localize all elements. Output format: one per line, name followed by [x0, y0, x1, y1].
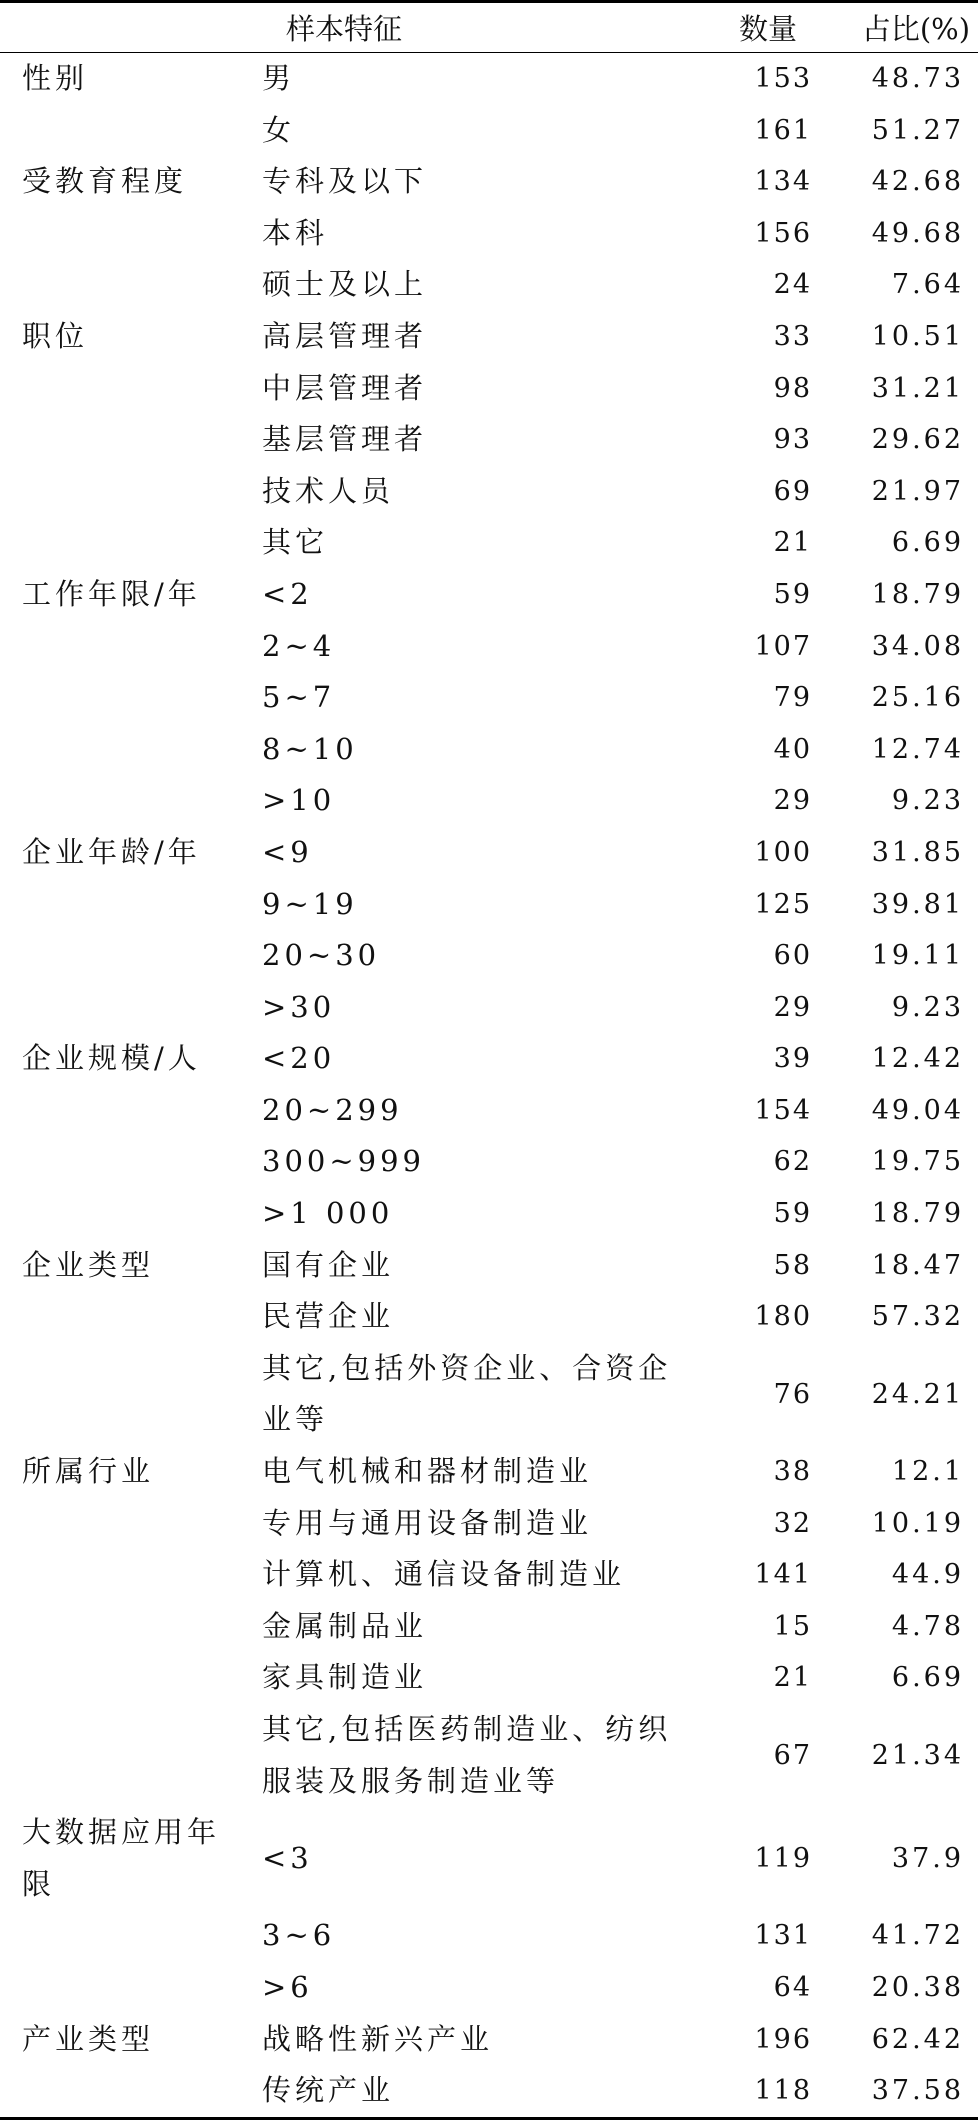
row-item-label: 女: [262, 112, 296, 147]
row-group-label: [0, 724, 248, 776]
row-count: 69: [773, 475, 813, 507]
row-percent: 49.04: [871, 1094, 965, 1126]
row-percent: 49.68: [871, 217, 965, 249]
row-count: 154: [754, 1094, 813, 1126]
row-item-label: 高层管理者: [262, 318, 428, 353]
row-item-label: 20~299: [262, 1092, 403, 1127]
row-group-label: [0, 2065, 248, 2118]
row-group-label: [0, 414, 248, 466]
row-count: 24: [773, 269, 813, 301]
header-feature: 样本特征: [0, 2, 688, 53]
table-row: [0, 2014, 978, 2066]
row-group-label: 职位: [22, 318, 89, 353]
header-row: [0, 2, 978, 53]
row-percent: 51.27: [871, 114, 965, 146]
row-percent: 24.21: [871, 1378, 965, 1410]
table-row: [0, 621, 978, 673]
row-count: 107: [754, 630, 813, 662]
row-count: 93: [773, 424, 813, 456]
row-count: 180: [754, 1301, 813, 1333]
table-row: [0, 775, 978, 827]
row-count: 15: [773, 1610, 813, 1642]
row-count: 134: [754, 166, 813, 198]
row-percent: 10.19: [871, 1507, 965, 1539]
table-row: [0, 1807, 978, 1910]
row-item-label: 本科: [262, 215, 329, 250]
table-row: [0, 1446, 978, 1498]
header-count: 数量: [688, 2, 848, 53]
row-group-label: [0, 105, 248, 157]
row-percent: 19.75: [871, 1146, 965, 1178]
row-percent: 31.21: [871, 372, 965, 404]
table-row: [0, 105, 978, 157]
row-count: 33: [773, 320, 813, 352]
table-row: [0, 672, 978, 724]
row-item-label: 300~999: [262, 1144, 426, 1179]
row-percent: 6.69: [891, 527, 965, 559]
table-row: [0, 53, 978, 105]
table-row: [0, 414, 978, 466]
row-group-label: 大数据应用年限: [22, 1815, 221, 1901]
row-item-label: >1 000: [262, 1196, 394, 1231]
row-count: 21: [773, 527, 813, 559]
row-item-label: 硕士及以上: [262, 267, 428, 302]
row-group-label: [0, 517, 248, 569]
row-group-label: [0, 1498, 248, 1550]
row-group-label: 企业类型: [22, 1247, 155, 1282]
row-count: 39: [773, 1043, 813, 1075]
table-row: [0, 2065, 978, 2118]
row-percent: 48.73: [871, 63, 965, 94]
row-count: 21: [773, 1662, 813, 1694]
row-group-label: 企业规模/人: [22, 1041, 201, 1076]
row-percent: 44.9: [891, 1559, 965, 1591]
row-count: 118: [754, 2075, 813, 2107]
row-percent: 39.81: [871, 888, 965, 920]
row-count: 131: [754, 1920, 813, 1952]
row-count: 38: [773, 1456, 813, 1488]
row-group-label: [0, 1601, 248, 1653]
row-count: 98: [773, 372, 813, 404]
table-row: [0, 724, 978, 776]
table-row: [0, 1498, 978, 1550]
row-item-label: 2~4: [262, 628, 336, 663]
row-percent: 10.51: [871, 320, 965, 352]
row-item-label: 其它,包括医药制造业、纺织服装及服务制造业等: [262, 1712, 672, 1798]
row-percent: 34.08: [871, 630, 965, 662]
table-row: [0, 1188, 978, 1240]
row-count: 58: [773, 1249, 813, 1281]
row-group-label: [0, 672, 248, 724]
row-item-label: 其它: [262, 525, 329, 560]
table-row: [0, 1962, 978, 2014]
row-percent: 9.23: [891, 991, 965, 1023]
row-count: 76: [773, 1378, 813, 1410]
table-row: [0, 1704, 978, 1807]
row-item-label: 金属制品业: [262, 1608, 428, 1643]
row-percent: 62.42: [871, 2023, 965, 2055]
row-group-label: [0, 1291, 248, 1343]
header-percent: 占比(%): [848, 2, 978, 53]
row-group-label: [0, 1549, 248, 1601]
row-count: 79: [773, 682, 813, 714]
row-group-label: [0, 208, 248, 260]
row-count: 59: [773, 1198, 813, 1230]
row-item-label: 专科及以下: [262, 164, 428, 199]
table-row: [0, 1343, 978, 1446]
row-item-label: 5~7: [262, 680, 336, 715]
row-item-label: 男: [262, 61, 296, 95]
row-item-label: 其它,包括外资企业、合资企业等: [262, 1350, 672, 1437]
row-count: 67: [773, 1739, 813, 1771]
row-count: 196: [754, 2023, 813, 2055]
row-percent: 4.78: [891, 1610, 965, 1642]
row-group-label: [0, 621, 248, 673]
row-count: 32: [773, 1507, 813, 1539]
table-row: [0, 1652, 978, 1704]
table-row: [0, 1033, 978, 1085]
row-count: 64: [773, 1971, 813, 2003]
row-group-label: 产业类型: [22, 2021, 155, 2056]
row-group-label: [0, 1704, 248, 1807]
row-group-label: [0, 363, 248, 415]
row-percent: 9.23: [891, 785, 965, 817]
row-percent: 18.79: [871, 578, 965, 610]
row-count: 60: [773, 940, 813, 972]
table-row: [0, 156, 978, 208]
row-item-label: <3: [262, 1840, 313, 1875]
row-percent: 25.16: [871, 682, 965, 714]
table-row: [0, 1085, 978, 1137]
row-count: 141: [754, 1559, 813, 1591]
table-row: [0, 259, 978, 311]
row-item-label: >10: [262, 783, 336, 818]
row-percent: 21.34: [871, 1739, 965, 1771]
row-item-label: <9: [262, 834, 313, 869]
row-percent: 29.62: [871, 424, 965, 456]
row-group-label: [0, 1962, 248, 2014]
row-item-label: 民营企业: [262, 1299, 395, 1334]
row-percent: 6.69: [891, 1662, 965, 1694]
table-row: [0, 879, 978, 931]
table-row: [0, 208, 978, 260]
row-group-label: [0, 1188, 248, 1240]
table-row: [0, 466, 978, 518]
row-item-label: 战略性新兴产业: [262, 2021, 494, 2056]
row-group-label: [0, 775, 248, 827]
row-percent: 41.72: [871, 1920, 965, 1952]
row-item-label: <20: [262, 1041, 336, 1076]
row-item-label: >6: [262, 1969, 313, 2004]
row-item-label: 8~10: [262, 731, 358, 766]
table-row: [0, 363, 978, 415]
row-item-label: 技术人员: [262, 473, 395, 508]
row-item-label: 专用与通用设备制造业: [262, 1505, 593, 1540]
row-percent: 20.38: [871, 1971, 965, 2003]
row-percent: 37.58: [871, 2075, 965, 2107]
row-percent: 18.47: [871, 1249, 965, 1281]
row-count: 59: [773, 578, 813, 610]
row-count: 161: [754, 114, 813, 146]
row-count: 153: [754, 63, 813, 94]
row-group-label: [0, 982, 248, 1034]
row-group-label: [0, 879, 248, 931]
row-percent: 12.1: [891, 1456, 965, 1488]
table-body: [0, 53, 978, 2119]
row-percent: 18.79: [871, 1198, 965, 1230]
table-row: [0, 1136, 978, 1188]
table-row: [0, 1549, 978, 1601]
row-item-label: 传统产业: [262, 2073, 395, 2108]
row-group-label: [0, 1343, 248, 1446]
table-row: [0, 982, 978, 1034]
row-group-label: [0, 1910, 248, 1962]
row-percent: 42.68: [871, 166, 965, 198]
row-item-label: 国有企业: [262, 1247, 395, 1282]
table-row: [0, 1291, 978, 1343]
row-count: 125: [754, 888, 813, 920]
row-group-label: 性别: [22, 61, 89, 95]
row-item-label: 9~19: [262, 886, 358, 921]
row-item-label: 家具制造业: [262, 1660, 428, 1695]
table-row: [0, 1910, 978, 1962]
row-item-label: 基层管理者: [262, 422, 428, 457]
row-item-label: 电气机械和器材制造业: [262, 1454, 593, 1489]
row-count: 100: [754, 836, 813, 868]
row-percent: 37.9: [891, 1842, 965, 1874]
row-count: 29: [773, 991, 813, 1023]
row-count: 62: [773, 1146, 813, 1178]
table-row: [0, 311, 978, 363]
row-group-label: [0, 1136, 248, 1188]
row-count: 40: [773, 733, 813, 765]
table-row: [0, 827, 978, 879]
row-percent: 7.64: [891, 269, 965, 301]
table-row: [0, 1240, 978, 1292]
row-group-label: 受教育程度: [22, 164, 188, 199]
row-item-label: >30: [262, 989, 336, 1024]
table-row: [0, 1601, 978, 1653]
table-row: [0, 569, 978, 621]
row-percent: 31.85: [871, 836, 965, 868]
row-item-label: 3~6: [262, 1918, 336, 1953]
row-group-label: 工作年限/年: [22, 576, 201, 611]
row-percent: 21.97: [871, 475, 965, 507]
row-percent: 12.74: [871, 733, 965, 765]
table-row: [0, 517, 978, 569]
row-item-label: 计算机、通信设备制造业: [262, 1557, 626, 1592]
row-group-label: [0, 930, 248, 982]
row-percent: 19.11: [871, 940, 965, 972]
row-group-label: [0, 1652, 248, 1704]
row-count: 29: [773, 785, 813, 817]
row-item-label: <2: [262, 576, 313, 611]
row-item-label: 20~30: [262, 938, 381, 973]
row-percent: 57.32: [871, 1301, 965, 1333]
row-group-label: [0, 259, 248, 311]
row-group-label: [0, 466, 248, 518]
table-row: [0, 930, 978, 982]
row-group-label: 所属行业: [22, 1454, 155, 1489]
row-count: 156: [754, 217, 813, 249]
row-percent: 12.42: [871, 1043, 965, 1075]
row-group-label: 企业年龄/年: [22, 834, 201, 869]
row-count: 119: [754, 1842, 813, 1874]
row-item-label: 中层管理者: [262, 370, 428, 405]
row-group-label: [0, 1085, 248, 1137]
